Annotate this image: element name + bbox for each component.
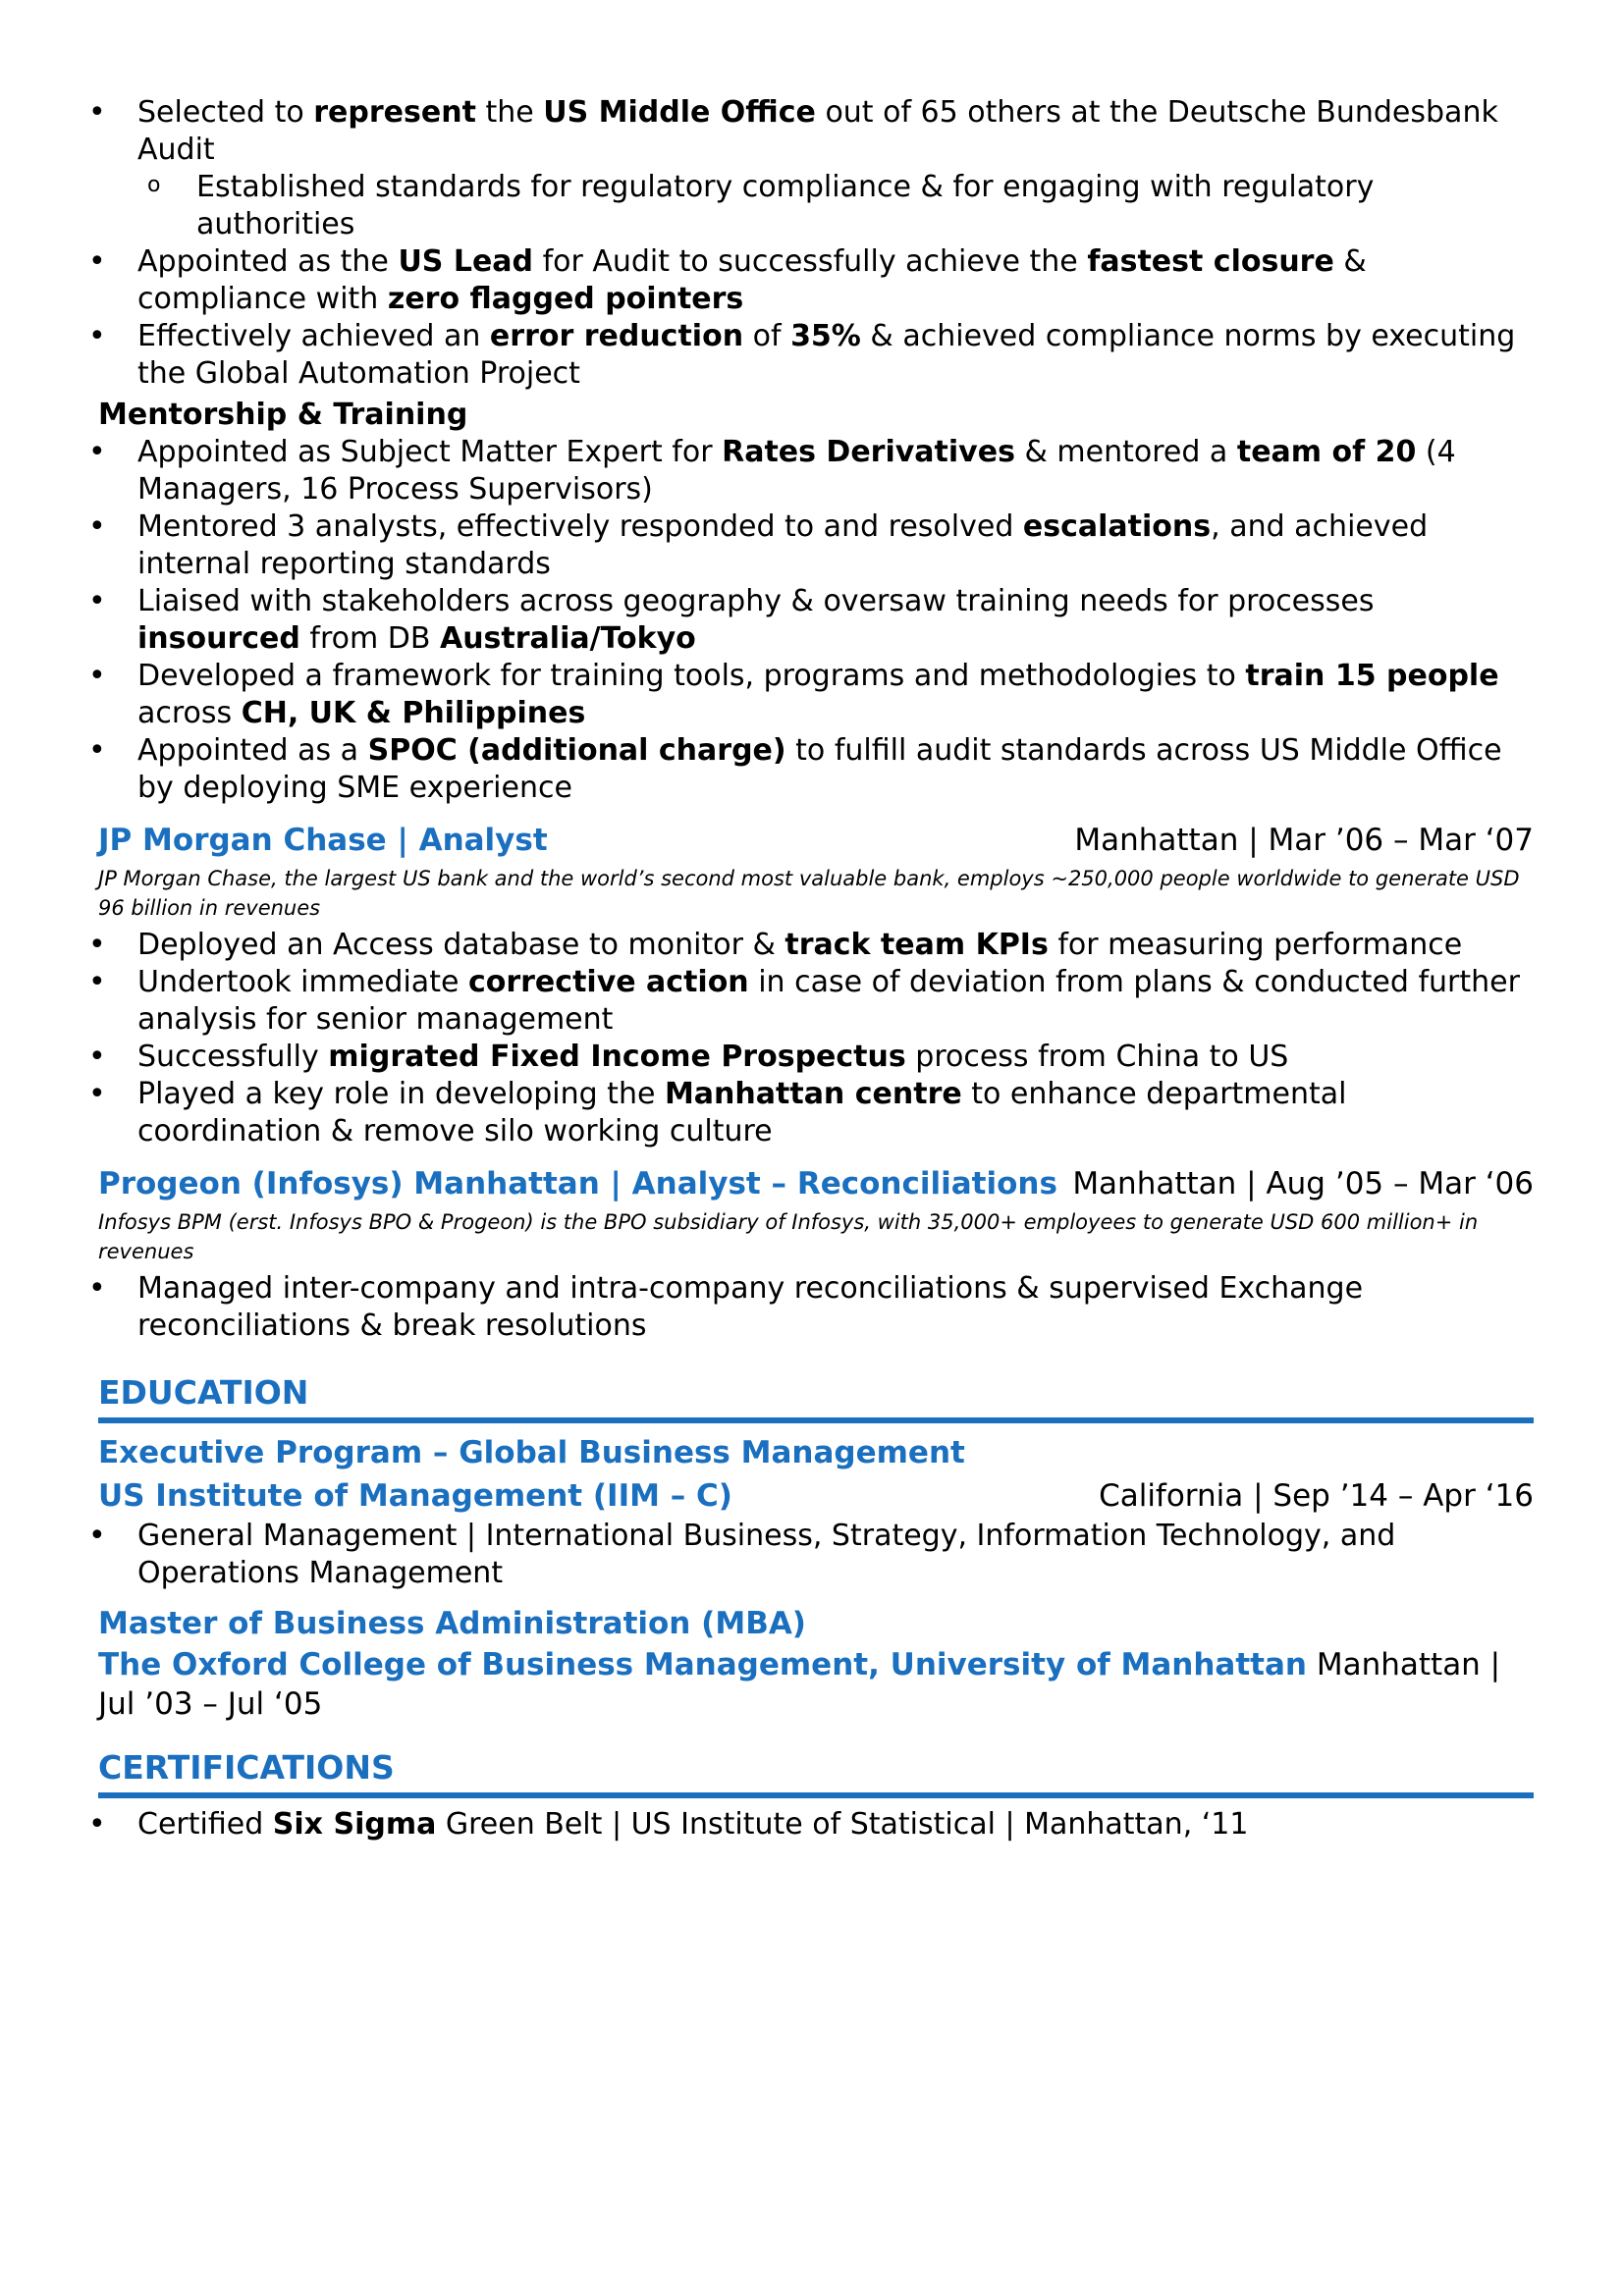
bullet-text: Effectively achieved an <box>137 319 490 353</box>
bullet-text: Deployed an Access database to monitor & <box>137 928 785 962</box>
progeon-location-dates: Manhattan | Aug ’05 – Mar ‘06 <box>1072 1166 1534 1201</box>
bullet-text: Managed inter-company and intra-company reconciliations & supervised Exchange reconciliations & break resolutions <box>137 1271 1364 1343</box>
mentorship-bullets <box>98 434 1534 807</box>
jpm-bullets <box>98 927 1534 1150</box>
bullet-bold: escalations <box>1022 509 1212 544</box>
list-item <box>98 583 1534 658</box>
bullet-text: (4 Managers, 16 Process Supervisors) <box>137 435 1456 507</box>
list-item <box>98 1518 1534 1592</box>
bullet-bold: corrective action <box>467 965 749 999</box>
education-program-2: Master of Business Administration (MBA) <box>98 1606 806 1641</box>
jpm-description: JP Morgan Chase, the largest US bank and the world’s second most valuable bank, employs ~250,000 people worldwide to generate USD 96 billion in revenues <box>98 867 1520 920</box>
certifications-bullets <box>98 1806 1534 1843</box>
bullet-bold: 35% <box>790 319 861 353</box>
list-item <box>98 318 1534 393</box>
bullet-text: Successfully <box>137 1040 329 1074</box>
jpm-header <box>98 821 1534 860</box>
list-item <box>98 732 1534 807</box>
bullet-text: of <box>743 319 791 353</box>
bullet-text: Developed a framework for training tools, programs and methodologies to <box>137 659 1246 693</box>
bullet-text: process from China to US <box>905 1040 1289 1074</box>
bullet-bold: fastest closure <box>1087 244 1334 279</box>
education-location-2: Manhattan | Jul ’03 – Jul ‘05 <box>98 1647 1501 1722</box>
bullet-text: Appointed as the <box>137 244 399 279</box>
progeon-bullets <box>98 1270 1534 1345</box>
bullet-bold: train 15 people <box>1245 659 1499 693</box>
certifications-section-title: CERTIFICATIONS <box>98 1747 1534 1798</box>
education-location-1: California | Sep ’14 – Apr ‘16 <box>1099 1478 1534 1514</box>
bullet-text: Mentored 3 analysts, effectively responded to and resolved <box>137 509 1023 544</box>
bullet-text: General Management | International Business, Strategy, Information Technology, and Operations Management <box>137 1519 1396 1590</box>
bullet-bold: team of 20 <box>1236 435 1417 469</box>
education-school-row-1 <box>98 1474 1534 1518</box>
bullet-bold: SPOC (additional charge) <box>367 733 786 768</box>
sub-list-item <box>98 169 1534 243</box>
progeon-header <box>98 1164 1534 1203</box>
bullet-text: for measuring performance <box>1048 928 1463 962</box>
resume-content <box>98 94 1534 1843</box>
progeon-description: Infosys BPM (erst. Infosys BPO & Progeon) is the BPO subsidiary of Infosys, with 35,000+ employees to generate USD 600 million+ in revenues <box>98 1210 1479 1263</box>
education-section-title: EDUCATION <box>98 1372 1534 1423</box>
bullet-bold: US Middle Office <box>543 95 816 130</box>
bullet-text: the <box>475 95 544 130</box>
list-item <box>98 658 1534 732</box>
list-item <box>98 927 1534 964</box>
education-bullets-1 <box>98 1518 1534 1592</box>
bullet-text: Certified <box>137 1807 273 1842</box>
bullet-text: in case of deviation from plans & conducted further analysis for senior management <box>137 965 1520 1037</box>
bullet-text: Selected to <box>137 95 314 130</box>
bullet-text: Appointed as Subject Matter Expert for <box>137 435 723 469</box>
bullet-text: Green Belt | US Institute of Statistical | Manhattan, ‘11 <box>436 1807 1249 1842</box>
bullet-bold: CH, UK & Philippines <box>241 696 586 730</box>
bullet-text: out of 65 others at the Deutsche Bundesbank Audit <box>137 95 1498 167</box>
bullet-text: across <box>137 696 242 730</box>
list-item <box>98 434 1534 508</box>
bullet-bold: Manhattan centre <box>664 1077 962 1111</box>
bullet-bold: represent <box>313 95 476 130</box>
list-item <box>98 94 1534 243</box>
bullet-bold: zero flagged pointers <box>387 282 744 316</box>
bullet-text: , and achieved internal reporting standards <box>137 509 1429 581</box>
education-school-1: US Institute of Management (IIM – C) <box>98 1478 732 1514</box>
bullet-bold: Six Sigma <box>272 1807 437 1842</box>
bullet-text: for Audit to successfully achieve the <box>533 244 1088 279</box>
jpm-location-dates: Manhattan | Mar ’06 – Mar ‘07 <box>1074 823 1534 858</box>
education-program-1: Executive Program – Global Business Management <box>98 1435 965 1470</box>
bullet-text: Played a key role in developing the <box>137 1077 665 1111</box>
education-school-row-2 <box>98 1645 1534 1724</box>
list-item <box>98 1076 1534 1150</box>
bullet-text: Liaised with stakeholders across geography & oversaw training needs for processes <box>137 584 1375 618</box>
bullet-text: & mentored a <box>1014 435 1237 469</box>
list-item <box>98 1270 1534 1345</box>
bullet-bold: US Lead <box>398 244 534 279</box>
bullet-bold: track team KPIs <box>784 928 1049 962</box>
progeon-title: Progeon (Infosys) Manhattan | Analyst – Reconciliations <box>98 1166 1057 1201</box>
sub-bullet-list <box>137 169 1534 243</box>
list-item <box>98 243 1534 318</box>
list-item <box>98 1806 1534 1843</box>
previous-role-bullets <box>98 94 1534 393</box>
list-item <box>98 1039 1534 1076</box>
bullet-bold: migrated Fixed Income Prospectus <box>328 1040 906 1074</box>
bullet-bold: Rates Derivatives <box>722 435 1015 469</box>
bullet-text: & achieved compliance norms by executing the Global Automation Project <box>137 319 1516 391</box>
jpm-title: JP Morgan Chase | Analyst <box>98 823 548 858</box>
bullet-text: Appointed as a <box>137 733 368 768</box>
bullet-text: Undertook immediate <box>137 965 468 999</box>
bullet-bold: insourced <box>137 621 300 656</box>
bullet-text: & compliance with <box>137 244 1367 316</box>
education-school-2: The Oxford College of Business Management, University of Manhattan <box>98 1647 1307 1682</box>
bullet-text: from DB <box>299 621 440 656</box>
bullet-bold: error reduction <box>489 319 744 353</box>
list-item <box>98 508 1534 583</box>
sub-bullet-text: Established standards for regulatory compliance & for engaging with regulatory authorities <box>196 170 1375 241</box>
bullet-bold: Australia/Tokyo <box>439 621 696 656</box>
bullet-text: to fulfill audit standards across US Middle Office by deploying SME experience <box>137 733 1502 805</box>
mentorship-heading: Mentorship & Training <box>98 398 468 432</box>
list-item <box>98 964 1534 1039</box>
bullet-text: to enhance departmental coordination & remove silo working culture <box>137 1077 1347 1148</box>
